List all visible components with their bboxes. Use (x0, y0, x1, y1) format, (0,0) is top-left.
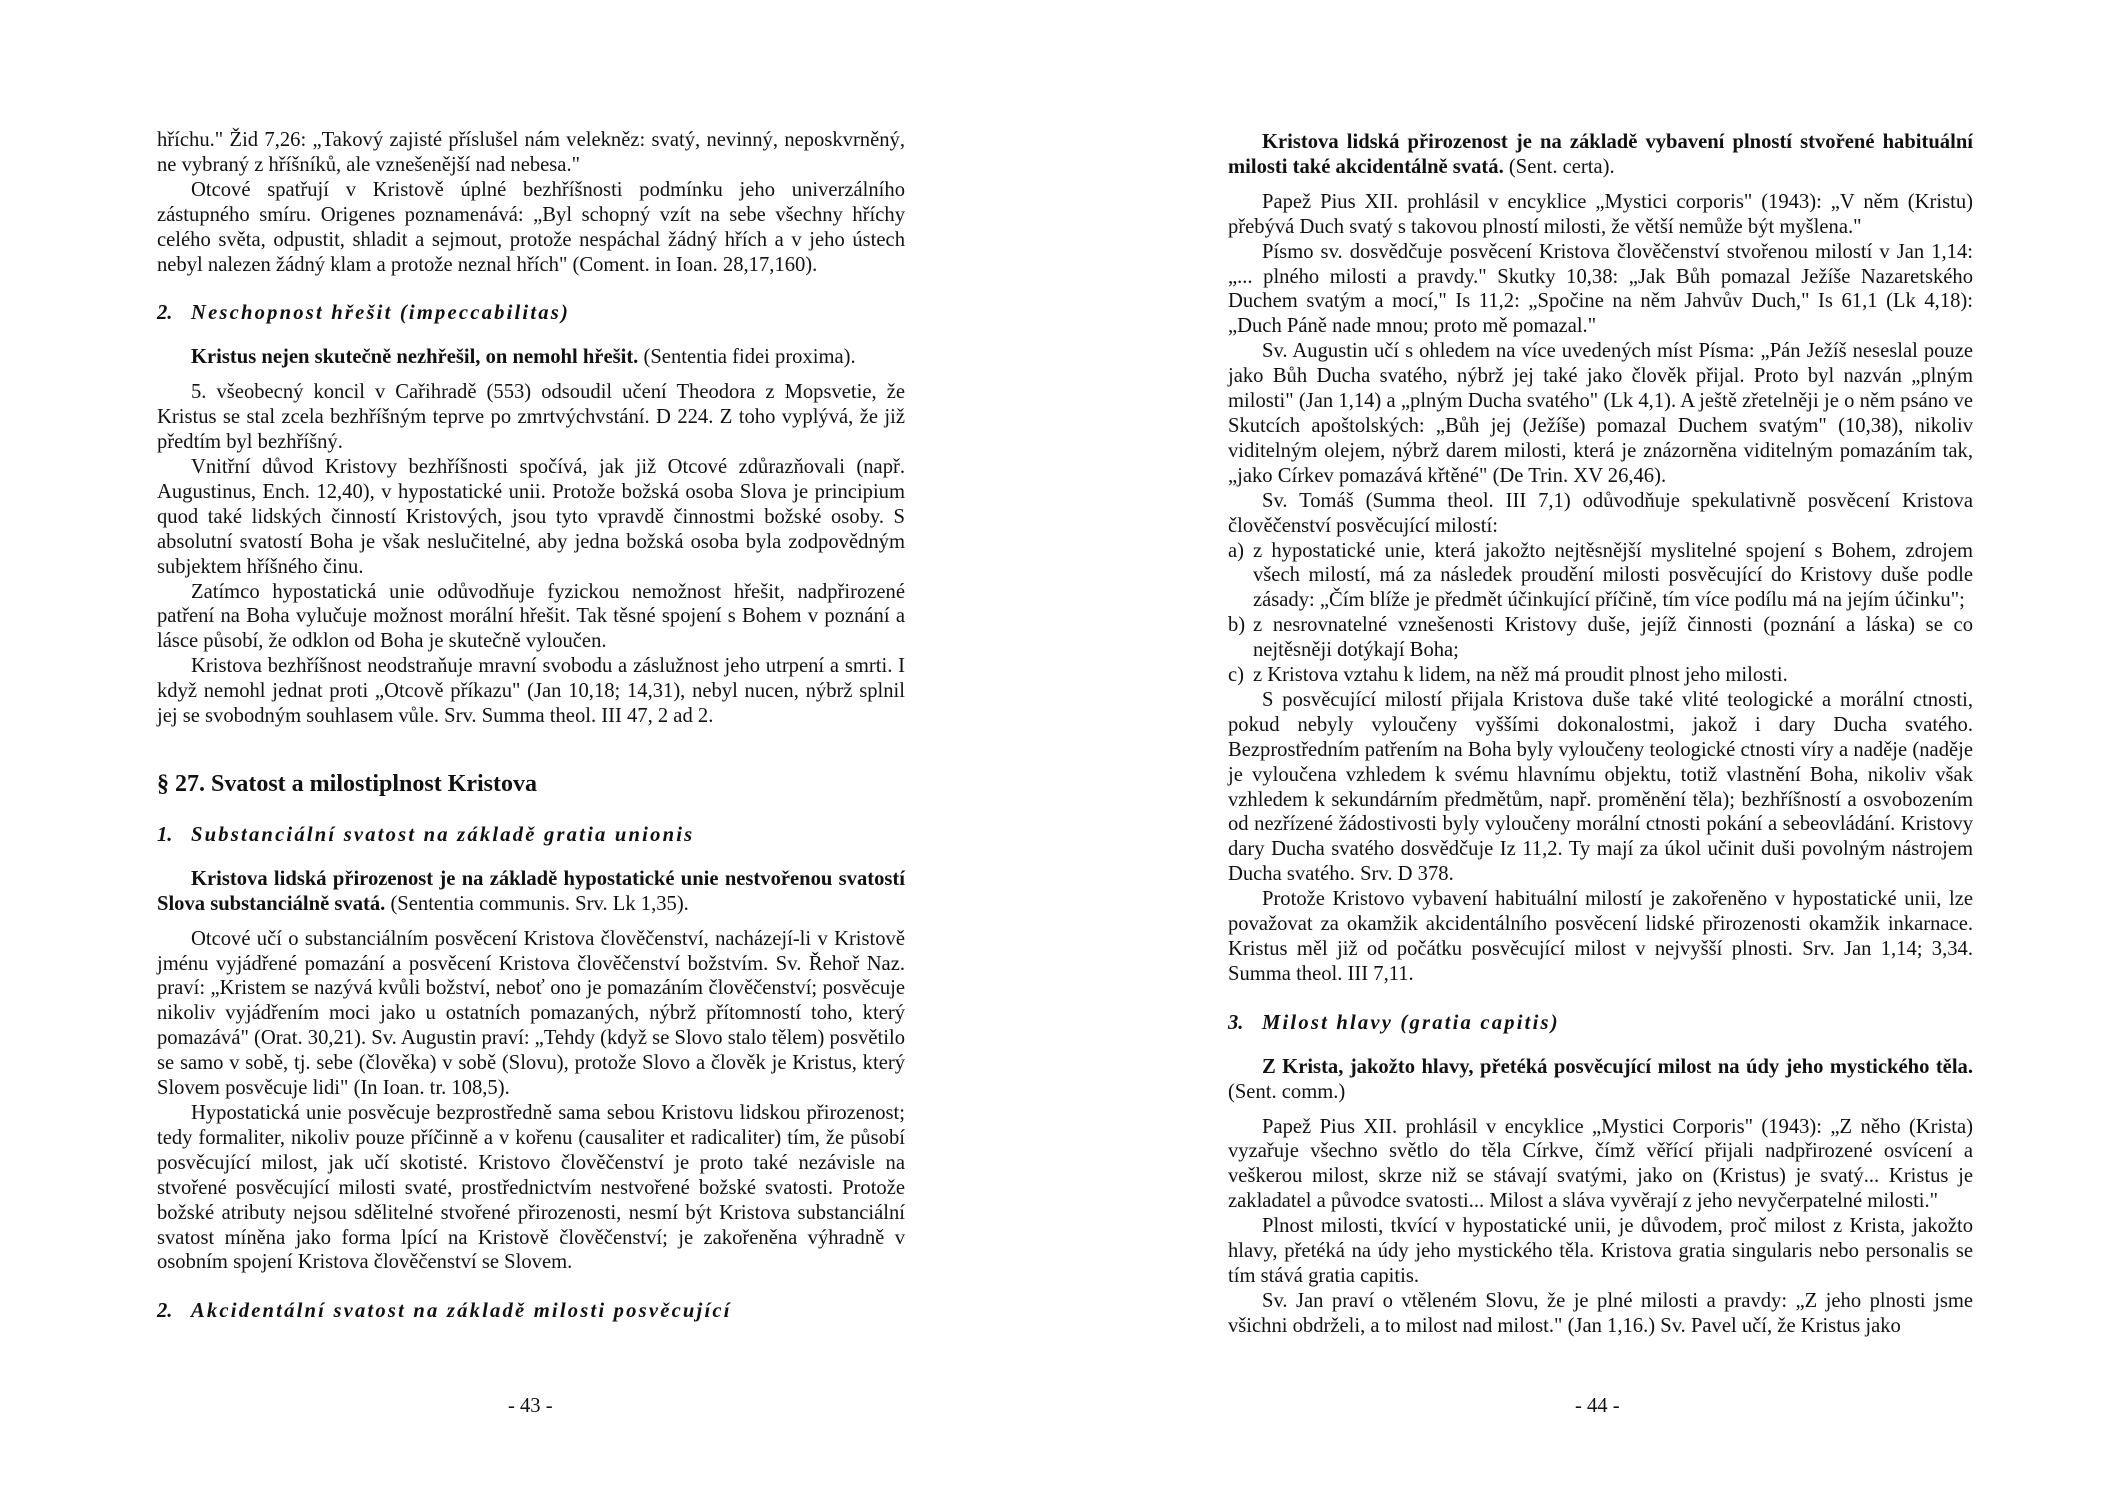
list-item (1228, 613, 1973, 663)
section-number: 2. (157, 1300, 173, 1323)
paragraph: Otcové spatřují v Kristově úplné bezhříšnosti podmínku jeho univerzálního zástupného smíru. Origenes poznamenává: „Byl schopný vzít na sebe všechny hříchy celého světa, odpustit, shladit a sejmout, protože nespáchal žádný hřích a v jeho ústech nebyl nalezen žádný klam a protože neznal hřích" (Coment. in Ioan. 28,17,160). (157, 178, 905, 276)
section-title: Neschopnost hřešit (impeccabilitas) (191, 302, 571, 325)
thesis-paragraph (157, 867, 905, 917)
paragraph: Sv. Jan praví o vtěleném Slovu, že je plné milosti a pravdy: „Z jeho plnosti jsme všichni obdrželi, a to milost nad milost." (Jan 1,16.) Sv. Pavel učí, že Kristus jako (1228, 1289, 1973, 1337)
thesis-qualification: (Sent. certa). (1503, 155, 1615, 178)
paragraph: hříchu." Žid 7,26: „Takový zajisté příslušel nám velekněz: svatý, nevinný, neposkvrněný, ne vybraný z hříšníků, ale vznešenější nad nebesa." (157, 129, 905, 176)
section-number: 2. (157, 302, 173, 325)
page-number-left: - 43 - (508, 1395, 553, 1417)
paragraph: Zatímco hypostatická unie odůvodňuje fyzickou nemožnost hřešit, nadpřirozené patření na Boha vylučuje možnost morální hřešit. Tak těsné spojení s Bohem v poznání a lásce působí, že odklon od Boha je skutečně vyloučen. (157, 580, 905, 653)
section-title: Substanciální svatost na základě gratia unionis (191, 823, 695, 846)
list-label: b) (1228, 614, 1246, 637)
thesis-paragraph (1228, 130, 1973, 180)
paragraph: Vnitřní důvod Kristovy bezhříšnosti spočívá, jak již Otcové zdůrazňovali (např. Augustinus, Ench. 12,40), v hypostatické unii. Protože božská osoba Slova je principium quod také lidských činností Kristových, jsou tyto vpravdě činnostmi božské osoby. S absolutní svatostí Boha je však neslučitelné, aby jedna božská osoba byla zodpovědným subjektem hříšného činu. (157, 455, 905, 578)
section-heading (1228, 1011, 1973, 1036)
thesis-statement: Z Krista, jakožto hlavy, přetéká posvěcující milost na údy jeho mystického těla. (1262, 1055, 1973, 1078)
thesis-qualification: (Sententia fidei proxima). (638, 346, 856, 369)
thesis-qualification: (Sententia communis. Srv. Lk 1,35). (385, 892, 689, 915)
chapter-heading: § 27. Svatost a milostiplnost Kristova (157, 770, 538, 797)
list-text: z Kristova vztahu k lidem, na něž má proudit plnost jeho milosti. (1253, 664, 1788, 687)
list-text: z nesrovnatelné vznešenosti Kristovy duše, jejíž činnosti (poznání a láska) se co nejtěsněji dotýkají Boha; (1253, 614, 1973, 662)
paragraph: Papež Pius XII. prohlásil v encyklice „Mystici corporis" (1943): „V něm (Kristu) přebývá Duch svatý s takovou plností milosti, že větší nemůže být myšlena." (1228, 190, 1973, 238)
paragraph: Sv. Augustin učí s ohledem na více uvedených míst Písma: „Pán Ježíš neseslal pouze jako Bůh Ducha svatého, nýbrž jej také jako člověk přijal. Proto byl nazván „plným milosti" (Jan 1,14) a „plným Ducha svatého" (Lk 4,1). A ještě zřetelněji je o něm psáno ve Skutcích apoštolských: „Bůh jej (Ježíše) pomazal Duchem svatým" (10,38), nikoliv viditelným olejem, nýbrž darem milosti, která je znázorněna viditelným pomazáním tak, „jako Církev pomazává křtěné" (De Trin. XV 26,46). (1228, 340, 1973, 487)
list-text: z hypostatické unie, která jakožto nejtěsnější myslitelné spojení s Bohem, zdrojem všech milostí, má za následek proudění milosti posvěcující do Kristovy duše podle zásady: „Čím blíže je předmět účinkující příčině, tím více podílu má na jejím účinku"; (1253, 539, 1973, 612)
paragraph: Plnost milosti, tkvící v hypostatické unii, je důvodem, proč milost z Krista, jakožto hlavy, přetéká na údy jeho mystického těla. Kristova gratia singularis nebo personalis se tím stává gratia capitis. (1228, 1215, 1973, 1287)
thesis-qualification: (Sent. comm.) (1228, 1080, 1346, 1103)
section-heading (157, 301, 905, 326)
paragraph: Sv. Tomáš (Summa theol. III 7,1) odůvodňuje spekulativně posvěcení Kristova člověčenství posvěcující milostí: (1228, 489, 1973, 537)
thesis-paragraph (157, 345, 905, 370)
thesis-statement: Kristova lidská přirozenost je na základě vybavení plností stvořené habituální milosti také akcidentálně svatá. (1228, 131, 1973, 178)
paragraph: 5. všeobecný koncil v Cařihradě (553) odsoudil učení Theodora z Mopsvetie, že Kristus se stal zcela bezhříšným teprve po zmrtvýchvstání. D 224. Z toho vyplývá, že již předtím byl bezhříšný. (157, 381, 905, 454)
list-label: c) (1228, 664, 1244, 687)
list-label: a) (1228, 539, 1244, 562)
section-number: 1. (157, 823, 173, 846)
section-heading (157, 823, 905, 848)
paragraph: Hypostatická unie posvěcuje bezprostředně sama sebou Kristovu lidskou přirozenost; tedy formaliter, nikoliv pouze příčinně a v kořenu (causaliter et radicaliter) tím, že působí posvěcující milost, jak učí skotisté. Kristovo člověčenství je proto také nezávisle na stvořené posvěcující milosti svaté, prostřednictvím nestvořené božské svatosti. Protože božské atributy nejsou sdělitelné stvořené přirozenosti, nesmí být Kristova substanciální svatost míněna jako forma lpící na Kristově člověčenství; je zakořeněna výhradně v osobním spojení Kristova člověčenství se Slovem. (157, 1102, 905, 1274)
list-item (1228, 663, 1973, 688)
section-title: Milost hlavy (gratia capitis) (1262, 1011, 1560, 1034)
paragraph: Písmo sv. dosvědčuje posvěcení Kristova člověčenství stvořenou milostí v Jan 1,14: „... plného milosti a pravdy." Skutky 10,38: „Jak Bůh pomazal Ježíše Nazaretského Duchem svatým a mocí," Is 11,2: „Spočine na něm Jahvův Duch," Is 61,1 (Lk 4,18): „Duch Páně nade mnou; proto mě pomazal." (1228, 240, 1973, 338)
paragraph: S posvěcující milostí přijala Kristova duše také vlité teologické a morální ctnosti, pokud nebyly vyloučeny vyššími dokonalostmi, jakož i dary Ducha svatého. Bezprostředním patřením na Boha byly vyloučeny teologické ctnosti víry a naděje (naděje je vyloučena vzhledem k svému hlavnímu objektu, totiž vlastnění Boha, nikoliv však vzhledem k sekundárním předmětům, např. proměnění těla); bezhříšností a osvobozením od nezřízené žádostivosti byly vyloučeny morální ctnosti pokání a sebeovládání. Kristovy dary Ducha svatého dosvědčuje Iz 11,2. Ty mají za úkol učinit duši povolným nástrojem Ducha svatého. Srv. D 378. (1228, 688, 1973, 886)
paragraph: Papež Pius XII. prohlásil v encyklice „Mystici Corporis" (1943): „Z něho (Krista) vyzařuje všechno světlo do těla Církve, čímž věřící přijali nadpřirozené osvícení a veškerou milost, skrze niž se stávají svatými, jako on (Kristus) je svatý... Kristus je zakladatel a původce svatosti... Milost a sláva vyvěrají z jeho nevyčerpatelné milosti." (1228, 1115, 1973, 1213)
right-page-text (1228, 128, 1973, 1339)
section-heading (157, 1299, 905, 1324)
paragraph: Otcové učí o substanciálním posvěcení Kristova člověčenství, nacházejí-li v Kristově jménu vyjádřené pomazání a posvěcení Kristova člověčenství božstvím. Sv. Řehoř Naz. praví: „Kristem se nazývá kvůli božství, neboť ono je pomazáním člověčenství; posvěcuje nikoliv vyjádřením moci jako u ostatních pomazaných, nýbrž přítomností toho, který pomazává" (Orat. 30,21). Sv. Augustin praví: „Tehdy (když se Slovo stalo tělem) posvětilo se samo v sobě, tj. sebe (člověka) v sobě (Slovu), protože Slovo a člověk je Kristus, který Slovem posvěcuje lidi" (In Ioan. tr. 108,5). (157, 927, 906, 1100)
page-number-right: - 44 - (1575, 1395, 1620, 1417)
section-title: Akcidentální svatost na základě milosti posvěcující (191, 1300, 732, 1323)
left-page-text (157, 128, 905, 1343)
paragraph: Protože Kristovo vybavení habituální milostí je zakořeněno v hypostatické unii, lze považovat za okamžik akcidentálního posvěcení lidské přirozenosti okamžik inkarnace. Kristus měl již od počátku posvěcující milost v nejvyšší plnosti. Srv. Jan 1,14; 3,34. Summa theol. III 7,11. (1228, 888, 1973, 985)
thesis-statement: Kristus nejen skutečně nezhřešil, on nemohl hřešit. (191, 346, 639, 369)
thesis-statement: Kristova lidská přirozenost je na základě hypostatické unie nestvořenou svatostí Slova substanciálně svatá. (157, 867, 905, 915)
list-item (1228, 539, 1973, 614)
thesis-paragraph (1228, 1055, 1973, 1105)
paragraph: Kristova bezhříšnost neodstraňuje mravní svobodu a záslužnost jeho utrpení a smrti. I když nemohl jednat proti „Otcově příkazu" (Jan 10,18; 14,31), nebyl nucen, nýbrž splnil jej se svobodným souhlasem vůle. Srv. Summa theol. III 47, 2 ad 2. (157, 655, 905, 728)
section-number: 3. (1228, 1011, 1244, 1034)
